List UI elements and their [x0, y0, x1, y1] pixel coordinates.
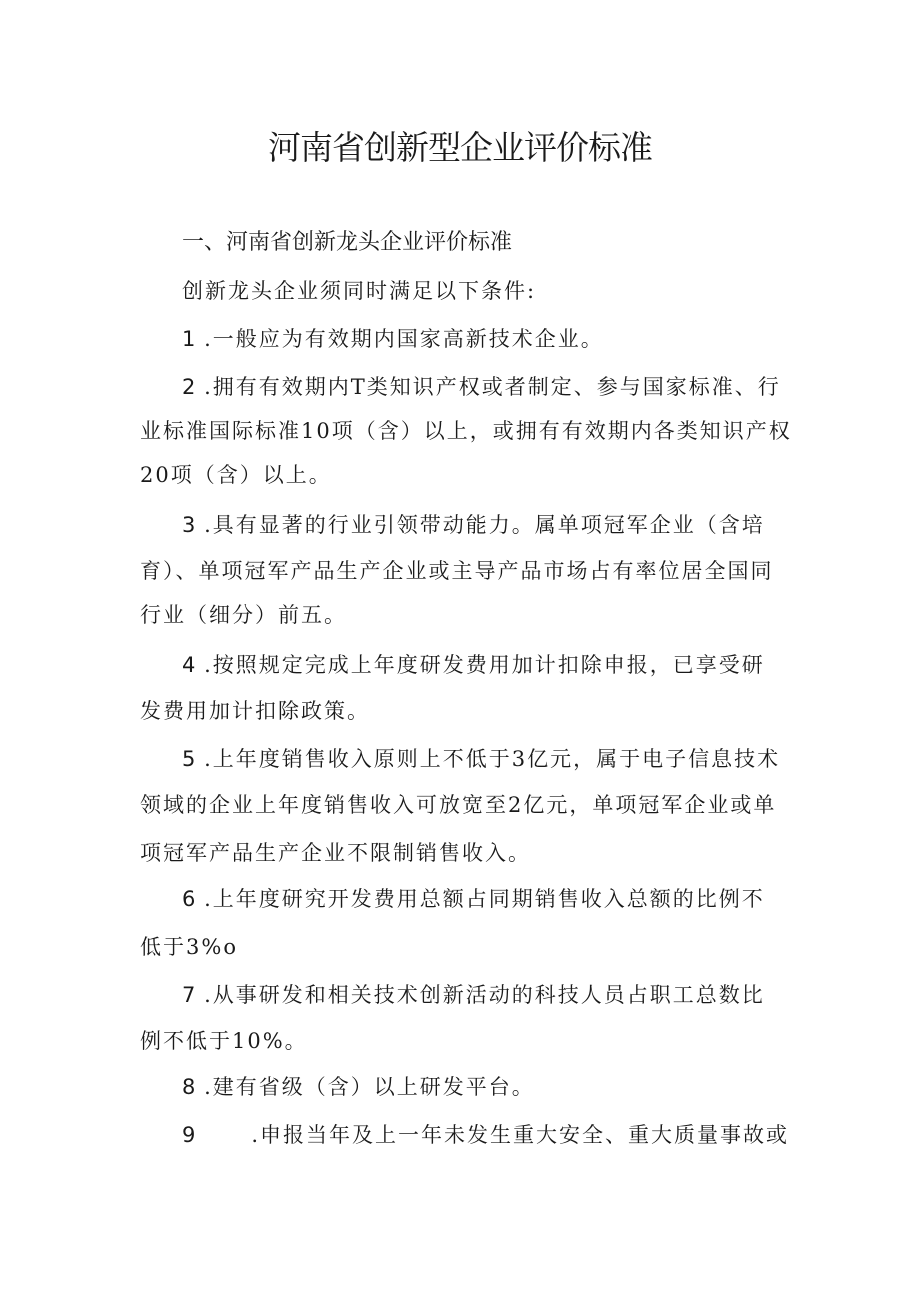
section-heading: 一、河南省创新龙头企业评价标准	[182, 230, 513, 255]
list-item-8	[182, 1072, 780, 1102]
item-text-line: 业标准国际标准10项（含）以上，或拥有有效期内各类知识产权	[140, 419, 792, 443]
item-text-line: .一般应为有效期内国家高新技术企业。	[204, 327, 604, 351]
list-item-5	[182, 744, 780, 774]
section-intro: 创新龙头企业须同时满足以下条件:	[182, 279, 537, 303]
item-text-line: .上年度研究开发费用总额占同期销售收入总额的比例不	[204, 887, 765, 911]
item-text-line: .具有显著的行业引领带动能力。属单项冠军企业（含培	[204, 513, 765, 537]
item-text-line: 20项（含）以上。	[140, 463, 332, 487]
item-number: 8	[182, 1075, 196, 1099]
list-item-3	[182, 510, 780, 540]
list-item-2	[182, 372, 780, 402]
item-text-line: .建有省级（含）以上研发平台。	[204, 1075, 535, 1099]
list-item-7	[182, 980, 780, 1010]
item-text-line: 例不低于10%。	[140, 1029, 308, 1053]
item-text-line: 领域的企业上年度销售收入可放宽至2亿元，单项冠军企业或单	[140, 793, 777, 817]
item-text-line: .按照规定完成上年度研发费用加计扣除申报，已享受研	[204, 653, 765, 677]
list-item-9	[182, 1120, 790, 1150]
item-text-line: .申报当年及上一年未发生重大安全、重大质量事故或	[251, 1123, 790, 1147]
item-number: 1	[182, 327, 196, 351]
item-text-line: 项冠军产品生产企业不限制销售收入。	[140, 841, 531, 865]
item-text-line: 发费用加计扣除政策。	[140, 699, 370, 723]
list-item-6	[182, 884, 780, 914]
item-text-line: 行业（细分）前五。	[140, 603, 347, 627]
list-item-1	[182, 324, 780, 354]
item-number: 9	[182, 1123, 196, 1147]
item-number: 3	[182, 513, 196, 537]
item-number: 2	[182, 375, 196, 399]
item-number: 4	[182, 653, 196, 677]
list-item-4	[182, 650, 780, 680]
item-text-line: 育）、单项冠军产品生产企业或主导产品市场占有率位居全国同	[140, 559, 774, 583]
item-number: 7	[182, 983, 196, 1007]
item-text-line: 低于3%o	[140, 935, 238, 959]
item-number: 5	[182, 747, 196, 771]
document-title: 河南省创新型企业评价标准	[268, 128, 652, 167]
item-text-line: .拥有有效期内T类知识产权或者制定、参与国家标准、行	[204, 375, 781, 399]
item-number: 6	[182, 887, 196, 911]
item-text-line: .从事研发和相关技术创新活动的科技人员占职工总数比	[204, 983, 765, 1007]
item-text-line: .上年度销售收入原则上不低于3亿元，属于电子信息技术	[204, 747, 781, 771]
